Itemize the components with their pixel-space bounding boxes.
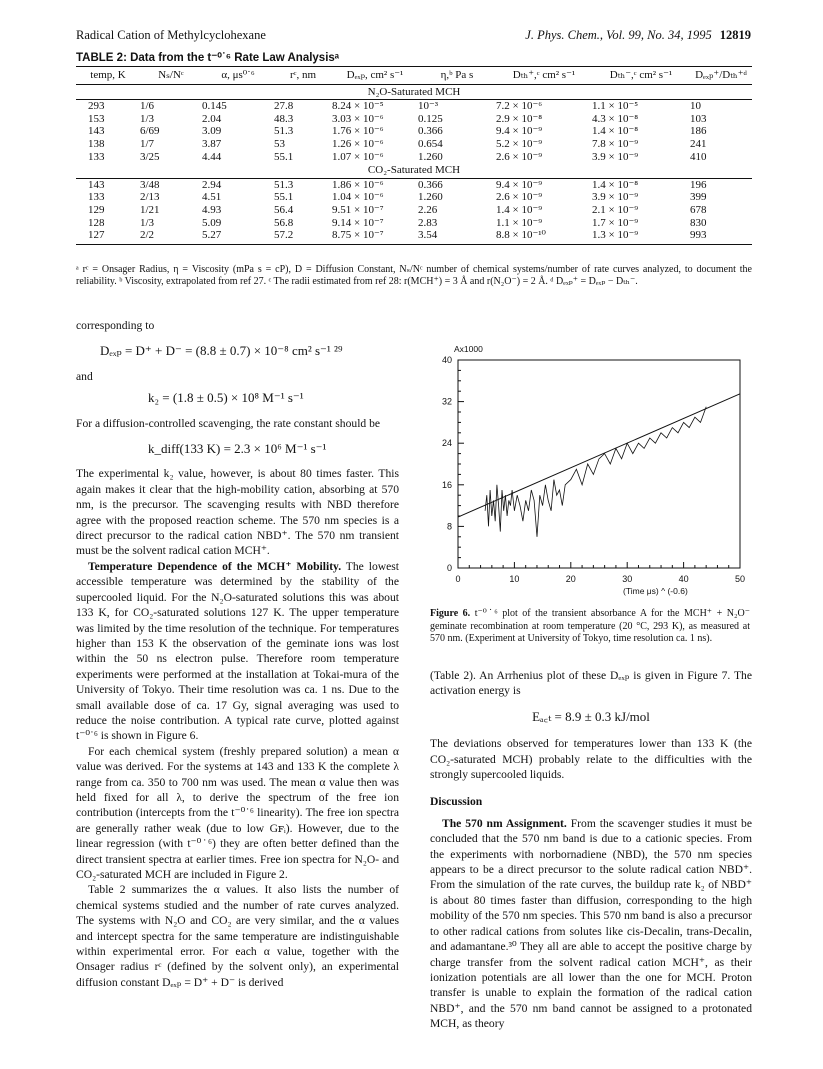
section-heading-discussion: Discussion	[430, 795, 483, 809]
x-axis-label: (Time μs) ^ (-0.6)	[623, 586, 688, 596]
table-cell: 7.2 × 10⁻⁶	[496, 100, 543, 113]
table-cell: 186	[690, 125, 707, 138]
paragraph-text: From the scavenger studies it must be concluded that the 570 nm band is due to a cationic species. From the experiments with norbornadiene (NBD), the 570 nm species appears to be a direct precursor to the solute radical cation NBD⁺. From the simulation of the rate curves, the buildup rate k₂ of NBD⁺ is about 80 times faster than diffusion, corresponding to the high mobility of the 570 nm species. This 570 nm band is also a precursor to other radical cations from solutes like cis-Decalin, trans-Decalin, and adamantane.³⁰ They all are able to accept the positive charge by charge transfer from the solvent radical cation MCH⁺, as their ionization potentials are all lower than the one for MCH. Proton transfer is unable to explain the formation of the radical cation NBD⁺, and the 570 nm band cannot be assigned to a protonated MCH, as theory	[430, 816, 752, 1031]
y-tick-label: 16	[441, 479, 452, 490]
table-cell: 5.27	[202, 229, 274, 244]
paragraph: For a diffusion-controlled scavenging, the rate constant should be	[76, 416, 381, 430]
y-tick-label: 8	[446, 521, 452, 532]
table-cell: 56.8	[274, 216, 294, 229]
table-cell: 3.09	[202, 125, 222, 138]
table-cell: 129	[88, 203, 105, 216]
table-cell: 10	[690, 100, 701, 113]
paragraph: Table 2 summarizes the α values. It also lists the number of chemical systems studied and the number of rate curves analyzed. The systems with N₂O and CO₂ are very similar, and the α values and intercept spectra for the same temperature are indistinguishable within experimental error. For each α value, together with the Onsager radius rᶜ (defined by the solvent only), an experimental diffusion constant Dₑₓₚ = D⁺ + D⁻ is derived	[76, 883, 399, 989]
table-cell: 1/3	[140, 216, 155, 229]
table-row	[76, 229, 752, 244]
table-cell: 3.9 × 10⁻⁹	[592, 191, 639, 204]
table-cell: 993	[690, 229, 752, 244]
equation-eact: Eₐ꜀ₜ = 8.9 ± 0.3 kJ/mol	[532, 708, 650, 724]
table-row	[76, 178, 752, 191]
section-heading: Temperature Dependence of the MCH⁺ Mobility.	[88, 559, 342, 573]
table-cell: 1.260	[418, 150, 443, 163]
table-cell: 2/2	[140, 229, 202, 244]
table-cell: 5.2 × 10⁻⁹	[496, 137, 543, 150]
y-tick-label: 32	[441, 396, 452, 407]
section-title: N₂O-Saturated MCH	[76, 84, 752, 100]
x-tick-label: 20	[565, 574, 576, 584]
x-tick-label: 0	[455, 574, 461, 584]
table-cell: 0.366	[418, 125, 443, 138]
table-cell: 133	[88, 150, 105, 163]
header-citation	[525, 28, 751, 43]
table-cell: 2/13	[140, 191, 160, 204]
table-row	[76, 113, 752, 126]
equation-kdiff: k_diff(133 K) = 2.3 × 10⁶ M⁻¹ s⁻¹	[148, 441, 327, 457]
y-tick-label: 40	[441, 355, 452, 365]
subsection-heading: The 570 nm Assignment.	[442, 816, 567, 830]
table-cell: 830	[690, 216, 707, 229]
table-row	[76, 191, 752, 204]
table-cell: 3/48	[140, 178, 160, 191]
table-cell: 127	[76, 229, 140, 244]
table-cell: 1.1 × 10⁻⁹	[496, 216, 543, 229]
table-row	[76, 100, 752, 113]
y-axis-label: Ax1000	[454, 344, 483, 354]
table-cell: 1.3 × 10⁻⁹	[592, 229, 690, 244]
table-cell: 138	[88, 137, 105, 150]
paragraph	[76, 559, 399, 744]
table-cell: 143	[88, 125, 105, 138]
table-cell: 1.7 × 10⁻⁹	[592, 216, 639, 229]
table-section-header	[76, 84, 752, 100]
figure-label: Figure 6.	[430, 608, 471, 619]
table-cell: 1/21	[140, 203, 160, 216]
table-cell: 2.6 × 10⁻⁹	[496, 191, 543, 204]
table-cell: 48.3	[274, 112, 294, 125]
figure-caption-text: t⁻⁰˙⁶ plot of the transient absorbance A for the MCH⁺ + N₂O⁻ geminate recombination at room temperature (20 °C, 293 K), as measured at 570 nm. (Experiment at University of Tokyo, time resolution ca. 1 ns).	[430, 608, 750, 644]
table-cell: 9.51 × 10⁻⁷	[332, 203, 384, 216]
table-cell: 3.03 × 10⁻⁶	[332, 112, 384, 125]
x-tick-label: 40	[678, 574, 689, 584]
table-cell: 3.9 × 10⁻⁹	[592, 150, 639, 163]
table-cell: 0.145	[202, 100, 227, 113]
col-header: Nₛ/Nᶜ	[140, 67, 202, 85]
paragraph: and	[76, 369, 93, 383]
table-cell: 1.26 × 10⁻⁶	[332, 137, 384, 150]
col-header: Dₜₕ⁻,ᶜ cm² s⁻¹	[592, 67, 690, 85]
table-cell: 8.8 × 10⁻¹⁰	[496, 229, 592, 244]
table-row	[76, 217, 752, 230]
table-row	[76, 151, 752, 164]
data-series-line	[485, 407, 706, 537]
header-title: Radical Cation of Methylcyclohexane	[76, 28, 266, 42]
table-cell: 4.93	[202, 203, 222, 216]
table-cell: 0.125	[418, 112, 443, 125]
table-cell: 2.9 × 10⁻⁸	[496, 112, 543, 125]
data-table	[76, 66, 752, 245]
table-cell: 56.4	[274, 203, 294, 216]
table-cell: 6/69	[140, 125, 160, 138]
table-cell: 241	[690, 137, 707, 150]
plot-frame	[458, 360, 740, 568]
table-cell: 5.09	[202, 216, 222, 229]
table-cell: 1/7	[140, 137, 155, 150]
page-number: 12819	[719, 28, 751, 42]
table-cell: 7.8 × 10⁻⁹	[592, 137, 639, 150]
paragraph: (Table 2). An Arrhenius plot of these Dₑₓₚ is given in Figure 7. The activation energy is	[430, 669, 752, 698]
table-cell: 57.2	[274, 229, 332, 244]
table-cell: 8.75 × 10⁻⁷	[332, 229, 418, 244]
table-cell: 196	[690, 178, 707, 191]
table-cell: 1.86 × 10⁻⁶	[332, 178, 384, 191]
table-cell: 0.366	[418, 178, 443, 191]
table-footnote: ᵃ rᶜ = Onsager Radius, η = Viscosity (mPa s = cP), D = Diffusion Constant, Nₛ/Nᶜ number of chemical systems/number of rate curves analyzed, to document the reliability. ᵇ Viscosity, extrapolated from ref 27. ᶜ The radii estimated from ref 28: r(MCH⁺) = 3 Å and r(N₂O⁻) = 2 Å. ᵈ Dₑₓₚ⁺ = Dₑₓₚ − Dₜₕ⁻.	[76, 264, 752, 287]
table-cell: 10⁻³	[418, 100, 439, 113]
table-row	[76, 138, 752, 151]
table-cell: 55.1	[274, 191, 294, 204]
table-cell: 9.4 × 10⁻⁹	[496, 125, 543, 138]
paragraph	[430, 816, 752, 1032]
table-cell: 3.87	[202, 137, 222, 150]
fit-line	[458, 394, 740, 517]
figure-6-chart	[420, 342, 770, 604]
section-title: CO₂-Saturated MCH	[76, 163, 752, 178]
table-cell: 1.4 × 10⁻⁸	[592, 178, 639, 191]
table-cell: 8.24 × 10⁻⁵	[332, 100, 384, 113]
table-caption: TABLE 2: Data from the t⁻⁰˙⁶ Rate Law Analysisᵃ	[76, 52, 340, 64]
table-cell: 2.1 × 10⁻⁹	[592, 203, 639, 216]
table-cell: 410	[690, 150, 707, 163]
table-cell: 143	[88, 178, 105, 191]
table-cell: 2.04	[202, 112, 222, 125]
figure-caption	[430, 608, 750, 646]
table-cell: 27.8	[274, 100, 294, 113]
table-header-row	[76, 67, 752, 85]
col-header: temp, K	[76, 67, 140, 85]
running-header	[76, 28, 751, 46]
x-tick-label: 50	[734, 574, 746, 584]
table-cell: 9.14 × 10⁻⁷	[332, 216, 384, 229]
right-column	[430, 668, 752, 1032]
table-cell: 4.44	[202, 150, 222, 163]
table-cell: 1.07 × 10⁻⁶	[332, 150, 384, 163]
paragraph-text: The lowest accessible temperature was determined by the stability of the supercooled liquid. For the N₂O-saturated solutions this was about 133 K, for CO₂-saturated solutions 127 K. The upper temperature was limited by the time resolution of the technique. For temperatures higher than 153 K the observation of the geminate ions was lost within the 50 ns electron pulse. Therefore room temperature experiments were performed at the installation at Tokai-mura of the University of Tokyo. Their time resolution was ca. 1 ns. Due to the small available dose of ca. 17 Gy, signal averaging was used to reduce the noise contribution. A typical rate curve, plotted against t⁻⁰˙⁶ is shown in Figure 6.	[76, 559, 399, 743]
table-cell: 55.1	[274, 150, 294, 163]
col-header: α, μs⁰˙⁶	[202, 67, 274, 85]
y-tick-label: 0	[446, 563, 452, 573]
y-tick-label: 24	[441, 438, 452, 449]
table-cell: 2.6 × 10⁻⁹	[496, 150, 543, 163]
table-cell: 293	[88, 100, 105, 113]
table-cell: 678	[690, 203, 707, 216]
paragraph: The experimental k₂ value, however, is about 80 times faster. This again makes it clear that the high-mobility cation, absorbing at 570 nm, is the precursor. The scavenging results with NBD therefore agree with the proposed reaction scheme. The 570 nm species is a direct precursor to the radical cation NBD⁺. The 570 nm transient must be the solvent radical cation MCH⁺.	[76, 467, 399, 558]
table-cell: 1/6	[140, 100, 155, 113]
paragraph: corresponding to	[76, 319, 155, 332]
table-cell: 51.3	[274, 178, 294, 191]
col-header: Dₑₓₚ, cm² s⁻¹	[332, 67, 418, 85]
table-cell: 133	[88, 191, 105, 204]
table-cell: 1.1 × 10⁻⁵	[592, 100, 639, 113]
left-column	[76, 318, 399, 990]
table-cell: 0.654	[418, 137, 443, 150]
table-cell: 51.3	[274, 125, 294, 138]
table-cell: 4.3 × 10⁻⁸	[592, 112, 639, 125]
paragraph: For each chemical system (freshly prepared solution) a mean α value was derived. For the systems at 143 and 133 K the complete λ range from ca. 350 to 700 nm was used. The mean α value then was held fixed for all λ, to derive the spectrum of the free ion contribution (intercepts from the t⁻⁰˙⁶ linearity). The free ion spectra are generally rather weak (due to low Gꜰᵢ). However, due to the linear regression (with t⁻⁰˙⁶) they are often better defined than the direct transient spectra at earlier times. Free ion spectra for N₂O- and CO₂-saturated MCH are included in Figure 2.	[76, 744, 399, 881]
col-header: η,ᵇ Pa s	[418, 67, 496, 85]
table-cell: 128	[88, 216, 105, 229]
equation-k2: k₂ = (1.8 ± 0.5) × 10⁸ M⁻¹ s⁻¹	[148, 390, 304, 406]
table-cell: 4.51	[202, 191, 222, 204]
table-cell: 1.4 × 10⁻⁹	[496, 203, 543, 216]
x-tick-label: 10	[509, 574, 520, 584]
table-cell: 53	[274, 137, 285, 150]
table-cell: 1.04 × 10⁻⁶	[332, 191, 384, 204]
col-header: rᶜ, nm	[274, 67, 332, 85]
table-row	[76, 204, 752, 217]
table-cell: 9.4 × 10⁻⁹	[496, 178, 543, 191]
table-cell: 2.94	[202, 178, 222, 191]
table-cell: 2.83	[418, 216, 438, 229]
table-cell: 2.26	[418, 203, 438, 216]
table-cell: 3/25	[140, 150, 160, 163]
table-cell: 1.260	[418, 191, 443, 204]
table-section-header	[76, 163, 752, 178]
table-cell: 1/3	[140, 112, 155, 125]
table-cell: 3.54	[418, 229, 496, 244]
col-header: Dₜₕ⁺,ᶜ cm² s⁻¹	[496, 67, 592, 85]
equation-dexp: Dₑₓₚ = D⁺ + D⁻ = (8.8 ± 0.7) × 10⁻⁸ cm² s⁻¹ ²⁹	[100, 343, 343, 359]
paragraph: The deviations observed for temperatures lower than 133 K (the CO₂-saturated MCH) probably relate to the difficulties with the strongly supercooled liquids.	[430, 737, 752, 782]
table-cell: 153	[88, 112, 105, 125]
table-cell: 1.4 × 10⁻⁸	[592, 125, 639, 138]
table-cell: 1.76 × 10⁻⁶	[332, 125, 384, 138]
table-cell: 399	[690, 191, 707, 204]
table-body	[76, 84, 752, 244]
journal-citation: J. Phys. Chem., Vol. 99, No. 34, 1995	[525, 28, 712, 42]
table-row	[76, 125, 752, 138]
table-cell: 103	[690, 112, 707, 125]
x-tick-label: 30	[622, 574, 633, 584]
col-header: Dₑₓₚ⁺/Dₜₕ⁺ᵈ	[690, 67, 752, 85]
